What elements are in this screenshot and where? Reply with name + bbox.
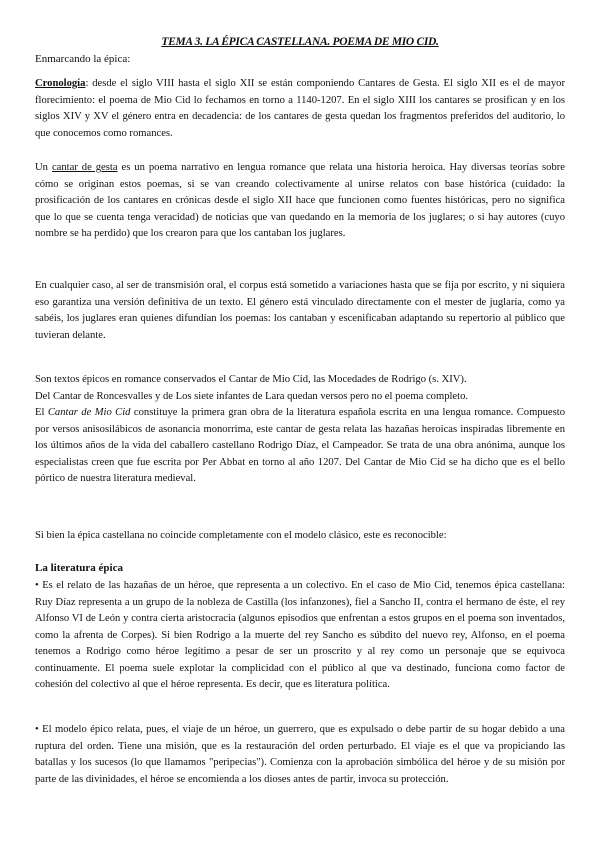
chronology-label: Cronología — [35, 78, 86, 89]
paragraph-chronology — [35, 76, 565, 142]
p5-after: constituye la primera gran obra de la literatura española escrita en una lengua romance. Compuesto por versos anisosilábicos de asonancia monorrima, este cantar de gesta relata las hazañas heroicas inspiradas libremente en los últimos años de la vida del caballero castellano Rodrigo Díaz, el Campeador. Se trata de una obra anónima, aunque los especialistas creen que fue escrita por Per Abbat en torno al año 1207. Del Cantar de Mio Cid se ha dicho que es el bello pórtico de nuestra literatura medieval. — [35, 407, 565, 484]
preserved-line-1: Son textos épicos en romance conservados el Cantar de Mio Cid, las Mocedades de Rodrigo (s. XIV). — [35, 374, 467, 385]
paragraph-cantar-definition — [35, 160, 565, 243]
p2-after: es un poema narrativo en lengua romance que relata una historia heroica. Hay diversas teorías sobre cómo se originan estos poemas, si se van creando colectivamente al unirse relatos con base histórica (cuidado: la prosificación de los cantares en crónicas desde el siglo XII hace que funcionen como fuentes históricas, pero no significa que lo que se cuenta tenga veracidad) de noticias que van quedando en la memoria de los juglares; o si hay autores (cuyo nombre se ha perdido) que los crearon para que los cantaban los juglares. — [35, 162, 565, 239]
chronology-text: : desde el siglo VIII hasta el siglo XII se están componiendo Cantares de Gesta. El siglo XII es el de mayor florecimiento: el poema de Mio Cid lo fechamos en torno a 1140-1207. En el siglo XIII los cantares se prosifican y en los siglos XIV y XV el género entra en decadencia: de los cantares de gesta quedan los fragmentos preferidos del auditorio, lo que conocemos como romances. — [35, 78, 565, 139]
p5-before: El — [35, 407, 48, 418]
paragraph-cantar-mio-cid — [35, 405, 565, 488]
bullet-hero-collective: • Es el relato de las hazañas de un héroe, que representa a un colectivo. En el caso de Mio Cid, tenemos épica castellana: Ruy Díaz representa a un grupo de la nobleza de Castilla (los infanzones), fiel a Sancho II, contra el hermano de éste, el rey Alfonso VI de León y contra cierta aristocracia (algunos episodios que enfrentan a estos grupos en el poema son inventados, como la afrenta de Corpes). Si bien Rodrigo a la muerte del rey Sancho es súbdito del nuevo rey, Alfonso, en el poema tenemos a Rodrigo como héroe legítimo a pesar de ser un proscrito y al rey como un personaje que se equivoca continuamente. El poema suele explotar la complicidad con el público al que va destinado, funciona como factor de cohesión del colectivo al que el héroe representa. Es decir, que es literatura política. — [35, 580, 565, 690]
cantar-title-italic: Cantar de Mio Cid — [47, 407, 131, 418]
section-heading: La literatura épica — [35, 562, 123, 574]
paragraph-preserved-texts — [35, 372, 565, 405]
page-title: TEMA 3. LA ÉPICA CASTELLANA. POEMA DE MIO CID. — [161, 36, 439, 48]
paragraph-oral-transmission: En cualquier caso, al ser de transmisión oral, el corpus está sometido a variaciones hasta que se fija por escrito, y ni siquiera eso garantiza una versión definitiva de un texto. El género está vinculado directamente con el mester de juglaría, como ya sabéis, los juglares eran quienes difundían los poemas: los cantaban y escenificaban adaptando su repertorio al público que tuvieran delante. — [35, 280, 565, 341]
bullet-hero-journey: • El modelo épico relata, pues, el viaje de un héroe, un guerrero, que es expulsado o debe partir de su hogar debido a una ruptura del orden. Tiene una misión, que es la restauración del orden perturbado. El viaje es el que va propiciando las batallas y los sucesos (lo que llamamos "peripecias"). Comienza con la aprobación simbólica del héroe y de su misión por parte de las divinidades, el héroe se encomienda a los dioses antes de partir, invoca su protección. — [35, 724, 565, 785]
cantar-de-gesta-term: cantar de gesta — [51, 162, 118, 173]
preserved-line-2: Del Cantar de Roncesvalles y de Los siete infantes de Lara quedan versos pero no el poema completo. — [35, 390, 469, 402]
intro-line: Enmarcando la épica: — [35, 53, 131, 65]
p2-before: Un — [35, 162, 52, 173]
paragraph-model: Si bien la épica castellana no coincide completamente con el modelo clásico, este es reconocible: — [35, 530, 447, 541]
